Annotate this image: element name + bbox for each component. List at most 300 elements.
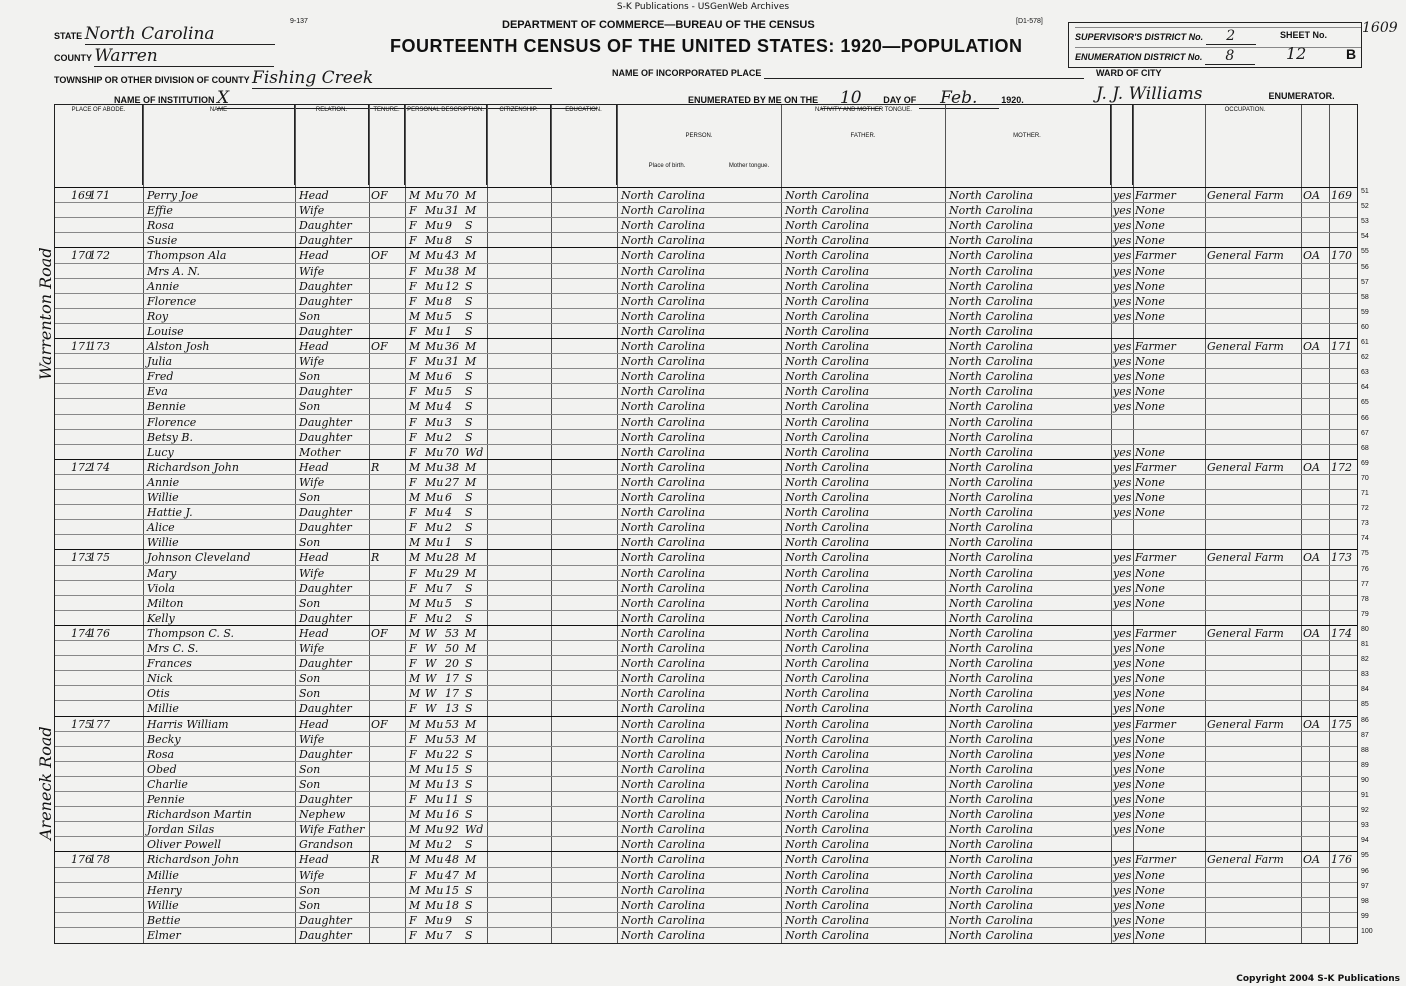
cell-name: Rosa	[147, 747, 175, 761]
cell-race: Mu	[425, 324, 444, 338]
cell-fpob: North Carolina	[785, 460, 870, 474]
cell-sex: F	[409, 445, 417, 459]
cell-pob: North Carolina	[621, 445, 706, 459]
line-number: 56	[1361, 263, 1369, 271]
cell-mpob: North Carolina	[949, 672, 1034, 686]
cell-fpob: North Carolina	[785, 823, 870, 837]
cell-sex: F	[409, 506, 417, 520]
cell-age: 50	[445, 642, 459, 655]
cell-race: Mu	[425, 249, 444, 263]
cell-name: Louise	[147, 324, 184, 338]
cell-sex: M	[409, 823, 421, 837]
cell-fpob: North Carolina	[785, 234, 870, 248]
cell-fpob: North Carolina	[785, 491, 870, 504]
cell-sex: F	[409, 793, 417, 806]
cell-mar: S	[465, 400, 473, 414]
table-row	[55, 776, 1369, 793]
cell-race: Mu	[425, 264, 444, 278]
cell-race: Mu	[425, 838, 444, 852]
cell-sex: M	[409, 808, 421, 822]
line-number: 70	[1361, 474, 1369, 482]
cell-fpob: North Carolina	[785, 883, 870, 897]
township-field	[54, 68, 552, 89]
cell-fpob: North Carolina	[785, 732, 870, 746]
cell-race: W	[425, 702, 437, 716]
cell-sex: M	[409, 340, 421, 353]
mother-header: MOTHER.	[1013, 133, 1041, 139]
cell-age: 13	[445, 702, 459, 716]
table-row	[55, 655, 1369, 672]
cell-name: Oliver Powell	[147, 838, 222, 852]
cell-age: 5	[445, 309, 452, 323]
cell-rel: Nephew	[299, 808, 346, 822]
cell-name: Becky	[147, 732, 181, 746]
cell-mar: S	[465, 808, 473, 822]
line-number: 55	[1361, 248, 1369, 256]
cell-ind: General Farm	[1207, 340, 1284, 353]
cell-dwell: 176	[71, 853, 92, 867]
cell-ind: General Farm	[1207, 626, 1284, 640]
cell-eng: yes	[1113, 581, 1132, 595]
cell-occ: None	[1135, 370, 1165, 384]
cell-pob: North Carolina	[621, 868, 706, 882]
cell-rel: Son	[299, 491, 321, 504]
table-row	[55, 308, 1369, 325]
cell-pob: North Carolina	[621, 808, 706, 822]
cell-race: Mu	[425, 611, 444, 625]
cell-dwell: 175	[71, 717, 92, 731]
cell-sex: M	[409, 249, 421, 263]
cell-occ: None	[1135, 400, 1165, 414]
cell-mar: S	[465, 898, 473, 912]
county-label: COUNTY	[54, 53, 92, 63]
cell-age: 70	[445, 445, 459, 459]
cell-dwell: 169	[71, 189, 92, 202]
line-number: 68	[1361, 444, 1369, 452]
cell-mpob: North Carolina	[949, 355, 1034, 369]
cell-name: Obed	[147, 762, 177, 776]
cell-age: 2	[445, 838, 452, 852]
cell-occ: None	[1135, 475, 1165, 489]
cell-fpob: North Carolina	[785, 762, 870, 776]
cell-rel: Daughter	[299, 234, 352, 248]
cell-mar: M	[465, 853, 477, 867]
state-label: STATE	[54, 31, 83, 41]
cell-dwell: 173	[71, 551, 92, 565]
cell-age: 1	[445, 536, 452, 550]
cell-sex: F	[409, 279, 417, 293]
cell-rel: Daughter	[299, 430, 352, 444]
cell-occ: None	[1135, 642, 1165, 655]
cell-sex: M	[409, 460, 421, 474]
cell-fpob: North Carolina	[785, 566, 870, 580]
cell-mpob: North Carolina	[949, 430, 1034, 444]
cell-name: Florence	[147, 415, 197, 429]
cell-age: 38	[445, 264, 459, 278]
cell-name: Thompson Ala	[147, 249, 227, 263]
enumerated-label: ENUMERATED BY ME ON THE	[688, 95, 819, 105]
cell-race: Mu	[425, 385, 444, 399]
cell-name: Susie	[147, 234, 178, 248]
cell-pob: North Carolina	[621, 566, 706, 580]
cell-race: Mu	[425, 913, 444, 927]
cell-fpob: North Carolina	[785, 913, 870, 927]
cell-pob: North Carolina	[621, 491, 706, 504]
cell-sex: F	[409, 234, 417, 248]
cell-rel: Wife	[299, 264, 325, 278]
cell-rel: Head	[299, 249, 329, 263]
table-row	[55, 716, 1369, 733]
cell-sex: M	[409, 883, 421, 897]
cell-pob: North Carolina	[621, 883, 706, 897]
cell-rel: Son	[299, 687, 321, 701]
cell-fpob: North Carolina	[785, 340, 870, 353]
line-number: 73	[1361, 520, 1369, 528]
cell-occ: Farmer	[1135, 551, 1176, 565]
cell-race: Mu	[425, 445, 444, 459]
cell-mpob: North Carolina	[949, 249, 1034, 263]
cell-rel: Wife	[299, 204, 325, 218]
cell-occ: Farmer	[1135, 249, 1176, 263]
table-row	[55, 338, 1369, 355]
cell-occ: None	[1135, 732, 1165, 746]
cell-ten: OF	[371, 340, 388, 353]
cell-fpob: North Carolina	[785, 868, 870, 882]
cell-race: W	[425, 657, 437, 671]
cell-sex: M	[409, 777, 421, 791]
cell-mpob: North Carolina	[949, 204, 1034, 218]
cell-mar: S	[465, 309, 473, 323]
cell-fpob: North Carolina	[785, 626, 870, 640]
cell-mar: S	[465, 219, 473, 233]
cell-cls: OA	[1303, 626, 1320, 640]
cell-occ: None	[1135, 204, 1165, 218]
table-row	[55, 746, 1369, 763]
cell-age: 16	[445, 808, 459, 822]
table-row	[55, 353, 1369, 370]
county-field	[54, 46, 274, 67]
cell-fpob: North Carolina	[785, 642, 870, 655]
cell-rel: Head	[299, 853, 329, 867]
cell-mpob: North Carolina	[949, 762, 1034, 776]
cell-mar: S	[465, 687, 473, 701]
cell-ten: R	[371, 853, 380, 867]
cell-rel: Daughter	[299, 506, 352, 520]
person-header: PERSON.	[685, 133, 713, 139]
cell-cls: OA	[1303, 551, 1320, 565]
cell-rel: Daughter	[299, 324, 352, 338]
table-row	[55, 836, 1369, 853]
cell-mar: M	[465, 717, 477, 731]
cell-rel: Daughter	[299, 521, 352, 535]
cell-sex: M	[409, 717, 421, 731]
cell-name: Richardson John	[147, 460, 239, 474]
cell-occ: Farmer	[1135, 340, 1176, 353]
cell-sex: F	[409, 521, 417, 535]
cell-mar: S	[465, 747, 473, 761]
line-number: 51	[1361, 188, 1369, 195]
cell-mpob: North Carolina	[949, 868, 1034, 882]
cell-eng: yes	[1113, 898, 1132, 912]
cell-sex: M	[409, 853, 421, 867]
cell-fpob: North Carolina	[785, 551, 870, 565]
cell-mar: S	[465, 596, 473, 610]
line-number: 86	[1361, 716, 1369, 724]
cell-fpob: North Carolina	[785, 430, 870, 444]
cell-occ: None	[1135, 279, 1165, 293]
cell-name: Jordan Silas	[147, 823, 215, 837]
cell-sex: F	[409, 913, 417, 927]
cell-mar: S	[465, 611, 473, 625]
cell-pob: North Carolina	[621, 913, 706, 927]
cell-mpob: North Carolina	[949, 687, 1034, 701]
cell-fpob: North Carolina	[785, 898, 870, 912]
line-number: 52	[1361, 203, 1369, 211]
cell-pob: North Carolina	[621, 747, 706, 761]
tongue-header: Mother tongue.	[728, 163, 770, 169]
cell-farm: 175	[1331, 717, 1352, 731]
cell-occ: None	[1135, 928, 1165, 942]
cell-age: 31	[445, 355, 459, 369]
line-number: 81	[1361, 641, 1369, 648]
cell-pob: North Carolina	[621, 611, 706, 625]
cell-mar: S	[465, 913, 473, 927]
cell-rel: Daughter	[299, 702, 352, 716]
table-row	[55, 398, 1369, 415]
cell-name: Lucy	[147, 445, 174, 459]
cell-fpob: North Carolina	[785, 717, 870, 731]
table-row	[55, 640, 1369, 657]
line-number: 58	[1361, 293, 1369, 301]
cell-mar: M	[465, 566, 477, 580]
table-row	[55, 489, 1369, 506]
year: 1920.	[1001, 95, 1024, 105]
cell-rel: Daughter	[299, 928, 352, 942]
cell-name: Pennie	[147, 793, 185, 806]
cell-cls: OA	[1303, 340, 1320, 353]
cell-sex: M	[409, 898, 421, 912]
cell-dwell: 170	[71, 249, 92, 263]
cell-name: Bettie	[147, 913, 181, 927]
cell-mar: Wd	[465, 445, 484, 459]
cell-occ: None	[1135, 506, 1165, 520]
cell-race: W	[425, 642, 437, 655]
cell-age: 9	[445, 219, 452, 233]
cell-rel: Daughter	[299, 747, 352, 761]
cell-eng: yes	[1113, 219, 1132, 233]
cell-pob: North Carolina	[621, 204, 706, 218]
institution-value: X	[217, 88, 597, 109]
cell-rel: Son	[299, 898, 321, 912]
table-row	[55, 263, 1369, 280]
cell-mpob: North Carolina	[949, 838, 1034, 852]
cell-eng: yes	[1113, 762, 1132, 776]
table-row	[55, 761, 1369, 778]
cell-farm: 173	[1331, 551, 1352, 565]
cell-pob: North Carolina	[621, 732, 706, 746]
line-number: 80	[1361, 625, 1369, 633]
cell-race: Mu	[425, 340, 444, 353]
cell-age: 38	[445, 460, 459, 474]
table-row	[55, 474, 1369, 491]
table-row	[55, 867, 1369, 884]
cell-dwell: 172	[71, 460, 92, 474]
cell-rel: Daughter	[299, 611, 352, 625]
cell-pob: North Carolina	[621, 219, 706, 233]
cell-fpob: North Carolina	[785, 853, 870, 867]
cell-race: Mu	[425, 566, 444, 580]
line-number: 62	[1361, 354, 1369, 362]
cell-rel: Daughter	[299, 581, 352, 595]
table-row	[55, 429, 1369, 446]
cell-eng: yes	[1113, 642, 1132, 655]
cell-sex: M	[409, 536, 421, 550]
cell-mar: M	[465, 264, 477, 278]
cell-fpob: North Carolina	[785, 324, 870, 338]
cell-rel: Son	[299, 400, 321, 414]
cell-age: 27	[445, 475, 459, 489]
cell-race: Mu	[425, 521, 444, 535]
cell-ten	[371, 928, 403, 944]
ward-field	[1096, 68, 1162, 78]
cell-occ: None	[1135, 823, 1165, 837]
cell-eng: yes	[1113, 747, 1132, 761]
table-row	[55, 187, 1369, 204]
cell-age: 9	[445, 913, 452, 927]
cell-cls	[1303, 928, 1327, 944]
d-number: [D1-578]	[1016, 18, 1043, 25]
cell-age: 4	[445, 400, 452, 414]
cell-ind: General Farm	[1207, 249, 1284, 263]
cell-fpob: North Carolina	[785, 581, 870, 595]
cell-mpob: North Carolina	[949, 611, 1034, 625]
cell-rel: Son	[299, 672, 321, 686]
day-of-label: DAY OF	[883, 95, 917, 105]
cell-mpob: North Carolina	[949, 657, 1034, 671]
cell-occ: None	[1135, 762, 1165, 776]
cell-mpob: North Carolina	[949, 385, 1034, 399]
line-number: 71	[1361, 490, 1369, 497]
cell-fpob: North Carolina	[785, 355, 870, 369]
cell-fpob: North Carolina	[785, 687, 870, 701]
cell-age: 13	[445, 777, 459, 791]
table-row	[55, 610, 1369, 627]
cell-name: Viola	[147, 581, 175, 595]
cell-age: 70	[445, 189, 459, 202]
cell-mpob: North Carolina	[949, 400, 1034, 414]
enumerated-month: Feb.	[919, 88, 999, 109]
cell-race: Mu	[425, 747, 444, 761]
cell-fpob: North Carolina	[785, 264, 870, 278]
table-row	[55, 685, 1369, 702]
cell-race: Mu	[425, 189, 444, 202]
cell-mar: S	[465, 777, 473, 791]
cell-race: Mu	[425, 853, 444, 867]
line-number: 84	[1361, 686, 1369, 694]
cell-eng: yes	[1113, 672, 1132, 686]
cell-name: Effie	[147, 204, 173, 218]
cell-age: 1	[445, 324, 452, 338]
form-number: 9-137	[290, 18, 308, 25]
cell-age: 28	[445, 551, 459, 565]
cell-occ: None	[1135, 445, 1165, 459]
cell-pob: North Carolina	[621, 521, 706, 535]
cell-fpob: North Carolina	[785, 309, 870, 323]
cell-sex: F	[409, 642, 417, 655]
table-row	[55, 791, 1369, 808]
cell-name: Elmer	[147, 928, 181, 942]
line-number: 65	[1361, 399, 1369, 407]
cell-occ: Farmer	[1135, 626, 1176, 640]
cell-occ: None	[1135, 264, 1165, 278]
cell-fpob: North Carolina	[785, 657, 870, 671]
cell-rel: Wife	[299, 732, 325, 746]
cell-sex: M	[409, 400, 421, 414]
cell-pob: North Carolina	[621, 249, 706, 263]
table-row	[55, 519, 1369, 536]
cell-fpob: North Carolina	[785, 702, 870, 716]
cell-race: Mu	[425, 581, 444, 595]
cell-age: 5	[445, 596, 452, 610]
line-number: 59	[1361, 308, 1369, 316]
cell-sex: M	[409, 309, 421, 323]
cell-age: 17	[445, 672, 459, 686]
cell-race: Mu	[425, 868, 444, 882]
cell-sex: F	[409, 264, 417, 278]
census-table	[54, 104, 1373, 944]
cell-mpob: North Carolina	[949, 717, 1034, 731]
district-box	[1068, 22, 1362, 68]
cell-rel: Daughter	[299, 657, 352, 671]
cell-name: Annie	[147, 279, 180, 293]
cell-occ: None	[1135, 883, 1165, 897]
cell-age: 31	[445, 204, 459, 218]
line-number: 54	[1361, 233, 1369, 241]
cell-sex: F	[409, 204, 417, 218]
cell-name: Fred	[147, 370, 174, 384]
ward-label: WARD OF CITY	[1096, 68, 1162, 78]
col-relation: RELATION.	[295, 105, 369, 185]
cell-age: 29	[445, 566, 459, 580]
cell-race: Mu	[425, 536, 444, 550]
cell-occ: Farmer	[1135, 853, 1176, 867]
cell-ten: R	[371, 551, 380, 565]
cell-pob: North Carolina	[621, 793, 706, 806]
cell-age: 8	[445, 234, 452, 248]
cell-rel: Daughter	[299, 793, 352, 806]
cell-age: 15	[445, 883, 459, 897]
cell-eng: yes	[1113, 385, 1132, 399]
cell-mar: S	[465, 506, 473, 520]
cell-name: Rosa	[147, 219, 175, 233]
cell-mar: Wd	[465, 823, 484, 837]
cell-rel: Grandson	[299, 838, 354, 852]
cell-pob: North Carolina	[621, 687, 706, 701]
cell-name: Henry	[147, 883, 182, 897]
cell-sex: F	[409, 324, 417, 338]
state-field	[54, 24, 275, 45]
cell-age: 2	[445, 430, 452, 444]
cell-race: Mu	[425, 415, 444, 429]
table-row	[55, 565, 1369, 582]
cell-name: Millie	[147, 868, 179, 882]
cell-mpob: North Carolina	[949, 460, 1034, 474]
cell-occ: None	[1135, 566, 1165, 580]
cell-race: Mu	[425, 793, 444, 806]
cell-race: Mu	[425, 475, 444, 489]
cell-mpob: North Carolina	[949, 777, 1034, 791]
cell-age: 6	[445, 491, 452, 504]
